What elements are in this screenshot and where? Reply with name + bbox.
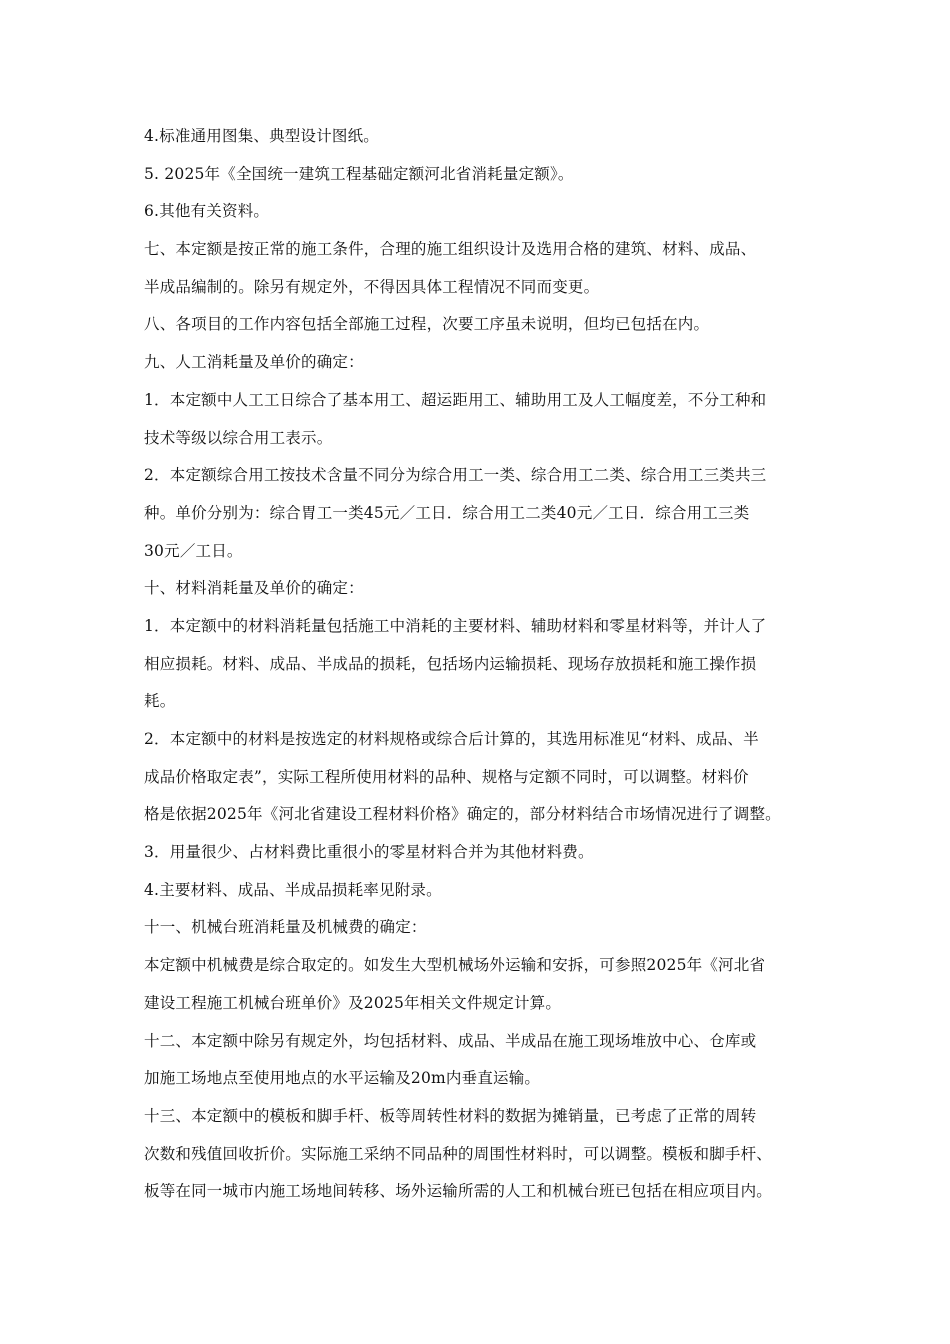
text-line: 成品价格取定表”，实际工程所使用材料的品种、规格与定额不同时，可以调整。材料价 [144,767,749,786]
text-line: 30元／工日。 [144,541,243,560]
text-line: 十二、本定额中除另有规定外，均包括材料、成品、半成品在施工现场堆放中心、仓库或 [144,1031,757,1050]
text-line: 2．本定额中的材料是按选定的材料规格或综合后计算的，其选用标准见“材料、成品、半 [144,730,759,748]
text-line: 种。单价分别为：综合胃工一类45元／工日．综合用工二类40元／工日．综合用工三类 [144,503,750,522]
text-line: 本定额中机械费是综合取定的。如发生大型机械场外运输和安拆，可参照2025年《河北省 [144,956,766,975]
text-line: 4.标准通用图集、典型设计图纸。 [144,127,379,145]
text-line: 6.其他有关资料。 [144,202,270,221]
text-line: 相应损耗。材料、成品、半成品的损耗，包括场内运输损耗、现场存放损耗和施工操作损 [144,654,757,673]
text-line: 八、各项目的工作内容包括全部施工过程，次要工序虽未说明，但均已包括在内。 [144,315,710,334]
text-line: 技术等级以综合用工表示。 [144,428,333,447]
text-line: 九、人工消耗量及单价的确定： [144,353,364,372]
text-line: 1．本定额中人工工日综合了基本用工、超运距用工、辅助用工及人工幅度差，不分工种和 [144,390,767,409]
text-line: 格是依据2025年《河北省建设工程材料价格》确定的，部分材料结合市场情况进行了调整。 [144,805,781,824]
text-line: 2．本定额综合用工按技术含量不同分为综合用工一类、综合用工二类、综合用工三类共三 [144,466,767,485]
text-line: 4.主要材料、成品、半成品损耗率见附录。 [144,880,442,899]
text-line: 次数和残值回收折价。实际施工采纳不同品种的周围性材料时，可以调整。模板和脚手杆、 [144,1144,773,1163]
text-line: 3．用量很少、占材料费比重很小的零星材料合并为其他材料费。 [144,843,594,862]
document-body [144,118,824,1211]
text-line: 十三、本定额中的模板和脚手杆、板等周转性材料的数据为摊销量，已考虑了正常的周转 [144,1106,757,1125]
text-line: 十、材料消耗量及单价的确定： [144,579,364,598]
text-line: 耗。 [144,692,176,711]
text-line: 十一、机械台班消耗量及机械费的确定： [144,918,427,937]
text-line: 建设工程施工机械台班单价》及2025年相关文件规定计算。 [144,993,562,1012]
text-line: 七、本定额是按正常的施工条件，合理的施工组织设计及选用合格的建筑、材料、成品、 [144,240,757,259]
text-line: 5. 2025年《全国统一建筑工程基础定额河北省消耗量定额》。 [144,164,574,183]
text-line: 1．本定额中的材料消耗量包括施工中消耗的主要材料、辅助材料和零星材料等，并计人了 [144,616,767,635]
text-line: 板等在同一城市内施工场地间转移、场外运输所需的人工和机械台班已包括在相应项目内。 [144,1182,773,1201]
text-line: 半成品编制的。除另有规定外，不得因具体工程情况不同而变更。 [144,277,600,296]
text-line: 加施工场地点至使用地点的水平运输及20m内垂直运输。 [144,1069,541,1088]
